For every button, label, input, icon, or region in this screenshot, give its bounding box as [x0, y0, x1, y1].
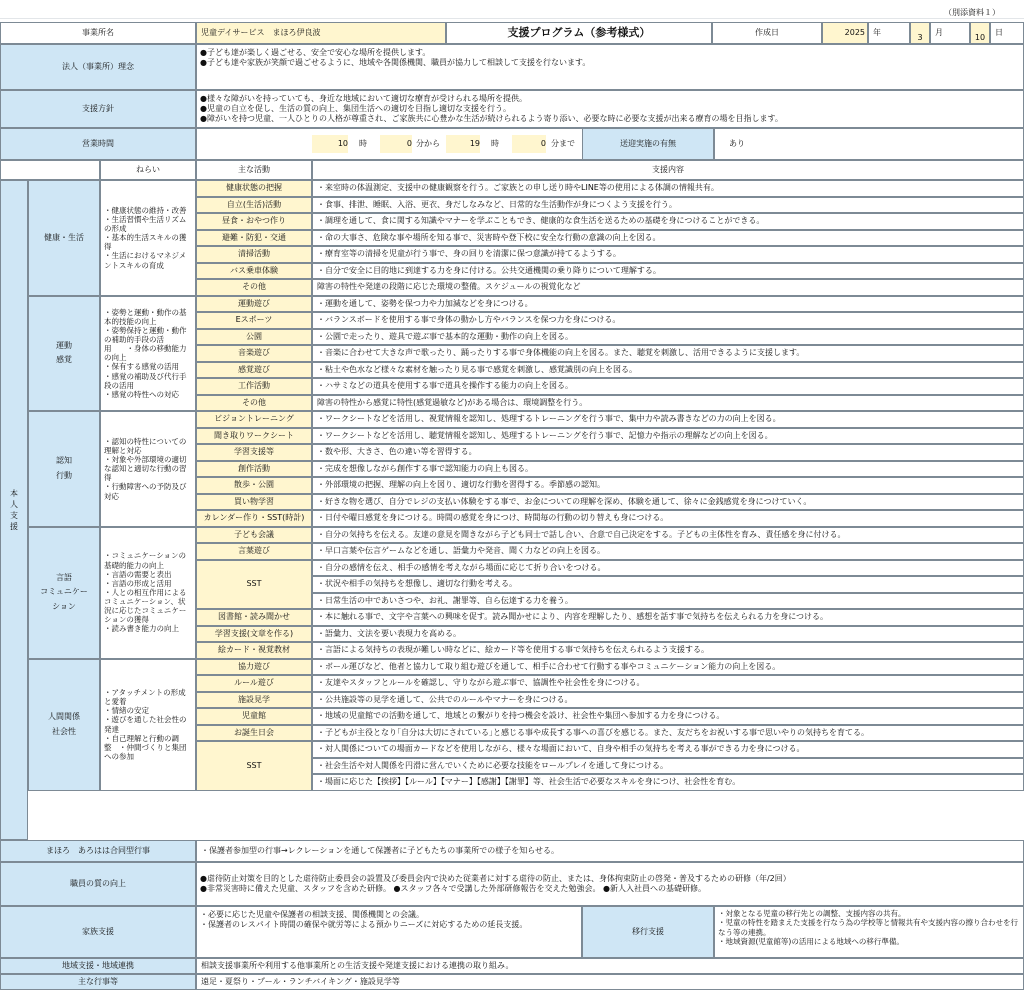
column-header-blank: [0, 160, 100, 180]
hour-unit: 時: [359, 139, 367, 148]
section-aims-motor-sensory: ・姿勢と運動・動作の基本的技能の向上 ・姿勢保持と運動・動作の補助的手段の活用 ・身体の移動能力の向上 ・保有する感覚の活用 ・感覚の補助及び代行手段の活用 ・感覚の特性への対応: [100, 296, 196, 412]
activity-cell: バス乗車体験: [196, 263, 312, 280]
until-text: 分まで: [551, 139, 575, 148]
from-text: 分から: [416, 139, 440, 148]
transport-label: 送迎実施の有無: [582, 128, 714, 160]
policy-line: ●児童の自立を促し、生活の質の向上、集団生活への適切を目指し適切な支援を行う。: [200, 104, 511, 113]
joint-event-label: まほろ あろはは合同型行事: [0, 840, 196, 862]
activity-cell: その他: [196, 395, 312, 412]
philosophy-label: 法人（事業所）理念: [0, 44, 196, 90]
activity-cell: 工作活動: [196, 378, 312, 395]
transport-value[interactable]: あり: [714, 128, 1024, 160]
support-content-cell: ・完成を想像しながら創作する事で認知能力の向上も図る。: [312, 461, 1024, 478]
joint-event-content: ・保護者参加型の行事→レクレーションを通して保護者に子どもたちの事業所での様子を知らせる。: [196, 840, 1024, 862]
support-content-cell: ・自分の気持ちを伝える。友達の意見を聞きながら子ども同士で話し合い、合意で自己決定をする。子どもの主体性を育み、責任感を身に付ける。: [312, 527, 1024, 544]
support-content-cell: ・子どもが主役となり｢自分は大切にされている｣と感じる事や成長する事への喜びを感じる。また、友だちをお祝いする事で思いやりの気持ちを育てる。: [312, 725, 1024, 742]
family-label: 家族支援: [0, 906, 196, 958]
support-content-cell: ・自分で安全に目的地に到達する力を身に付ける。公共交通機関の乗り降りについて理解する。: [312, 263, 1024, 280]
activity-cell: 運動遊び: [196, 296, 312, 313]
support-content-cell: ・バランスボードを使用する事で身体の動かし方やバランスを保つ力を身につける。: [312, 312, 1024, 329]
support-content-cell: ・ワークシートなどを活用し、視覚情報を認知し、処理するトレーニングを行う事で、集中力や読み書きなどの力の向上を図る。: [312, 411, 1024, 428]
support-content-cell: ・場面に応じた【挨拶】【ルール】【マナー】【感謝】【謝罪】等、社会生活で必要なスキルを身につけ、社会性を育む。: [312, 774, 1024, 791]
year-unit: 年: [868, 22, 910, 44]
philosophy-content: [196, 44, 1024, 90]
philosophy-line: ●子ども達や家族が笑顔で過ごせるように、地域や各関係機関、職員が協力して相談して支援を行ないます。: [200, 58, 591, 67]
created-month[interactable]: 3: [910, 22, 930, 44]
created-label: 作成日: [712, 22, 822, 44]
family-content: [196, 906, 582, 958]
community-content: 相談支援事業所や利用する他事業所との生活支援や発達支援における連携の取り組み。: [196, 958, 1024, 974]
section-name-relationships-social: 人間関係 社会性: [28, 659, 100, 791]
end-minute[interactable]: 0: [512, 135, 546, 153]
transition-line: ・対象となる児童の移行先との調整、支援内容の共有。: [718, 909, 906, 918]
family-line: ・必要に応じた児童や保護者の相談支援、関係機関との会議。: [200, 910, 424, 919]
end-hour-unit: 時: [491, 139, 499, 148]
activity-cell: Eスポーツ: [196, 312, 312, 329]
support-content-cell: ・状況や相手の気持ちを想像し、適切な行動を考える。: [312, 576, 1024, 593]
month-unit: 月: [930, 22, 970, 44]
policy-line: ●障がいを持つ児童、一人ひとりの人格が尊重され、ご家族共に心豊かな生活が続けられるよう寄り添い、必要な時に必要な支援が出来る療育の場を目指します。: [200, 114, 783, 123]
hours-label: 営業時間: [0, 128, 196, 160]
philosophy-line: ●子ども達が楽しく過ごせる、安全で安心な場所を提供します。: [200, 48, 431, 57]
activity-cell: ビジョントレーニング: [196, 411, 312, 428]
activity-cell: 公園: [196, 329, 312, 346]
day-unit: 日: [990, 22, 1024, 44]
support-content-cell: ・ワークシートなどを活用し、聴覚情報を認知し、処理するトレーニングを行う事で、記憶力や指示の理解などの向上を図る。: [312, 428, 1024, 445]
activity-cell: 清掃活動: [196, 246, 312, 263]
activity-cell: SST: [196, 560, 312, 610]
support-content-cell: ・命の大事さ、危険な事や場所を知る事で、災害時や登下校に安全な行動の意識の向上を図る。: [312, 230, 1024, 247]
start-minute[interactable]: 0: [380, 135, 412, 153]
activity-cell: 児童館: [196, 708, 312, 725]
start-hour[interactable]: 10: [312, 135, 348, 153]
activity-cell: 買い物学習: [196, 494, 312, 511]
activity-cell: 避難・防犯・交通: [196, 230, 312, 247]
self-support-label: 本 人 支 援: [0, 180, 28, 840]
staff-quality-content: [196, 862, 1024, 906]
support-content-cell: 障害の特性から感覚に特性(感覚過敏など)がある場合は、環境調整を行う。: [312, 395, 1024, 412]
support-content-cell: ・自分の感情を伝え、相手の感情を考えながら場面に応じて折り合いをつける。: [312, 560, 1024, 577]
created-day[interactable]: 10: [970, 22, 990, 44]
annex-label: （別添資料１）: [944, 8, 1000, 17]
column-header-activity: 主な活動: [196, 160, 312, 180]
activity-cell: カレンダー作り・SST(時計): [196, 510, 312, 527]
events-label: 主な行事等: [0, 974, 196, 990]
activity-cell: 自立(生活)活動: [196, 197, 312, 214]
support-content-cell: ・語彙力、文法を要い表現力を高める。: [312, 626, 1024, 643]
policy-line: ●様々な障がいを持っていても、身近な地域において適切な療育が受けられる場所を提供。: [200, 94, 527, 103]
support-content-cell: ・友達やスタッフとルールを確認し、守りながら遊ぶ事で、協調性や社会性を身につける。: [312, 675, 1024, 692]
support-content-cell: ・運動を通して、姿勢を保つ力や力加減などを身につける。: [312, 296, 1024, 313]
end-hour[interactable]: 19: [446, 135, 480, 153]
activity-cell: ルール遊び: [196, 675, 312, 692]
activity-cell: 協力遊び: [196, 659, 312, 676]
activity-cell: 図書館・読み聞かせ: [196, 609, 312, 626]
support-content-cell: ・好きな物を選び、自分でレジの支払い体験をする事で、お金についての理解を深め、体験を通して、徐々に金銭感覚を身につけていく。: [312, 494, 1024, 511]
support-content-cell: ・食事、排泄、睡眠、入浴、更衣、身だしなみなど、日常的な生活動作が身につくよう支援を行う。: [312, 197, 1024, 214]
activity-cell: 言葉遊び: [196, 543, 312, 560]
activity-cell: 施設見学: [196, 692, 312, 709]
activity-cell: 子ども会議: [196, 527, 312, 544]
support-content-cell: ・ボール運びなど、他者と協力して取り組む遊びを通して、相手に合わせて行動する事やコミュニケーション能力の向上を図る。: [312, 659, 1024, 676]
activity-cell: 感覚遊び: [196, 362, 312, 379]
support-content-cell: ・粘土や色水など様々な素材を触ったり見る事で感覚を刺激し、感覚識別の向上を図る。: [312, 362, 1024, 379]
activity-cell: 散歩・公園: [196, 477, 312, 494]
support-content-cell: ・音楽に合わせて大きな声で歌ったり、踊ったりする事で身体機能の向上を図る。また、聴覚を刺激し、活用できるように支援します。: [312, 345, 1024, 362]
support-content-cell: ・地域の児童館での活動を通して、地域との繋がりを持つ機会を設け、社会性や集団へ参加する力を身につける。: [312, 708, 1024, 725]
activity-cell: 創作活動: [196, 461, 312, 478]
transition-line: ・児童の特性を踏まえた支援を行なう為の学校等と情報共有や支援内容の擦り合わせを行なう等の連携。: [718, 918, 1018, 937]
policy-label: 支援方針: [0, 90, 196, 128]
support-content-cell: ・早口言葉や伝言ゲームなどを通し、語彙力や発音、聞く力などの向上を図る。: [312, 543, 1024, 560]
activity-cell: その他: [196, 279, 312, 296]
activity-cell: 学習支援等: [196, 444, 312, 461]
section-name-language-communication: 言語 コミュニケー ション: [28, 527, 100, 659]
support-content-cell: ・数や形、大きさ、色の違い等を習得する。: [312, 444, 1024, 461]
activity-cell: 音楽遊び: [196, 345, 312, 362]
facility-name[interactable]: 児童デイサービス まほろ伊良波: [196, 22, 446, 44]
activity-cell: 健康状態の把握: [196, 180, 312, 197]
activity-cell: 聞き取りワークシート: [196, 428, 312, 445]
activity-cell: お誕生日会: [196, 725, 312, 742]
events-content: 遠足・夏祭り・プール・ランチバイキング・施設見学等: [196, 974, 1024, 990]
support-content-cell: ・ハサミなどの道具を使用する事で道具を操作する能力の向上を図る。: [312, 378, 1024, 395]
staff-quality-line: ●虐待防止対策を目的とした虐待防止委員会の設置及び委員会内で決めた従業者に対する虐待の防止、または、身体拘束防止の啓発・普及するための研修（年/2回）: [200, 874, 791, 883]
column-header-aim: ねらい: [100, 160, 196, 180]
support-content-cell: ・日付や曜日感覚を身につける。時間の感覚を身につけ、時間毎の行動の切り替えも身につける。: [312, 510, 1024, 527]
section-name-cognition-behavior: 認知 行動: [28, 411, 100, 527]
activity-cell: SST: [196, 741, 312, 791]
community-label: 地域支援・地域連携: [0, 958, 196, 974]
facility-label: 事業所名: [0, 22, 196, 44]
activity-cell: 学習支援(文章を作る): [196, 626, 312, 643]
section-aims-health-life: ・健康状態の維持・改善 ・生活習慣や生活リズムの形成 ・基本的生活スキルの獲得 ・生活におけるマネジメントスキルの育成: [100, 180, 196, 296]
section-aims-relationships-social: ・アタッチメントの形成と愛着 ・情緒の安定 ・遊びを通した社会性の発達 ・自己理解と行動の調整 ・仲間づくりと集団への参加: [100, 659, 196, 791]
support-content-cell: ・本に触れる事で、文字や言葉への興味を促す。読み聞かせにより、内容を理解したり、感想を話す事で気持ちを伝えられる力を身につける。: [312, 609, 1024, 626]
staff-quality-label: 職員の質の向上: [0, 862, 196, 906]
transition-label: 移行支援: [582, 906, 714, 958]
spreadsheet-gridline: [0, 0, 1024, 19]
section-aims-language-communication: ・コミュニケーションの基礎的能力の向上 ・言語の需要と表出 ・言語の形成と活用 ・人との相互作用によるコミュニケーション、状況に応じたコミュニケーションの獲得 ・読み書き能力の向上: [100, 527, 196, 659]
support-content-cell: ・社会生活や対人関係を円滑に営んでいくために必要な技能をロールプレイを通して身につける。: [312, 758, 1024, 775]
staff-quality-line: ●非常災害時に備えた児童、スタッフを含めた研修。 ●スタッフ各々で受講した外部研修報告を交えた勉強会。 ●新人入社員への基礎研修。: [200, 884, 707, 893]
document-title: 支援プログラム（参考様式）: [446, 22, 712, 44]
transition-line: ・地域資源(児童館等)の活用による地域への移行準備。: [718, 937, 904, 947]
support-content-cell: 障害の特性や発達の段階に応じた環境の整備。スケジュールの視覚化など: [312, 279, 1024, 296]
created-year[interactable]: 2025: [822, 22, 868, 44]
section-name-health-life: 健康・生活: [28, 180, 100, 296]
support-content-cell: ・来室時の体温測定、支援中の健康観察を行う。ご家族との申し送り時やLINE等の使用による体調の情報共有。: [312, 180, 1024, 197]
column-header-content: 支援内容: [312, 160, 1024, 180]
support-content-cell: ・外部環境の把握、理解の向上を図り、適切な行動を習得する。季節感の認知。: [312, 477, 1024, 494]
section-name-motor-sensory: 運動 感覚: [28, 296, 100, 412]
support-content-cell: ・言語による気持ちの表現が難しい時などに、絵カード等を使用する事で気持ちを伝えられるよう支援する。: [312, 642, 1024, 659]
support-content-cell: ・対人関係についての場面カードなどを使用しながら、様々な場面において、自身や相手の気持ちを考える事ができる力を身につける。: [312, 741, 1024, 758]
policy-content: [196, 90, 1024, 128]
support-content-cell: ・公共施設等の見学を通して、公共でのルールやマナーを身につける。: [312, 692, 1024, 709]
section-aims-cognition-behavior: ・認知の特性についての理解と対応 ・対象や外部環境の適切な認知と適切な行動の習得 ・行動障害への予防及び対応: [100, 411, 196, 527]
support-content-cell: ・調理を通して、食に関する知識やマナーを学ぶこともでき、健康的な食生活を送るための基礎を身につけることができる。: [312, 213, 1024, 230]
family-line: ・保護者のレスパイト時間の確保や就労等による預かりニーズに対応するための延長支援。: [200, 920, 528, 929]
support-content-cell: ・療育室等の清掃を児童が行う事で、身の回りを清潔に保つ意識が持てるようする。: [312, 246, 1024, 263]
support-content-cell: ・公園で走ったり、遊具で遊ぶ事で基本的な運動・動作の向上を図る。: [312, 329, 1024, 346]
activity-cell: 昼食・おやつ作り: [196, 213, 312, 230]
support-content-cell: ・日常生活の中であいさつや、お礼、謝罪等、自ら伝達する力を養う。: [312, 593, 1024, 610]
activity-cell: 絵カード・視覚教材: [196, 642, 312, 659]
transition-content: [714, 906, 1024, 958]
